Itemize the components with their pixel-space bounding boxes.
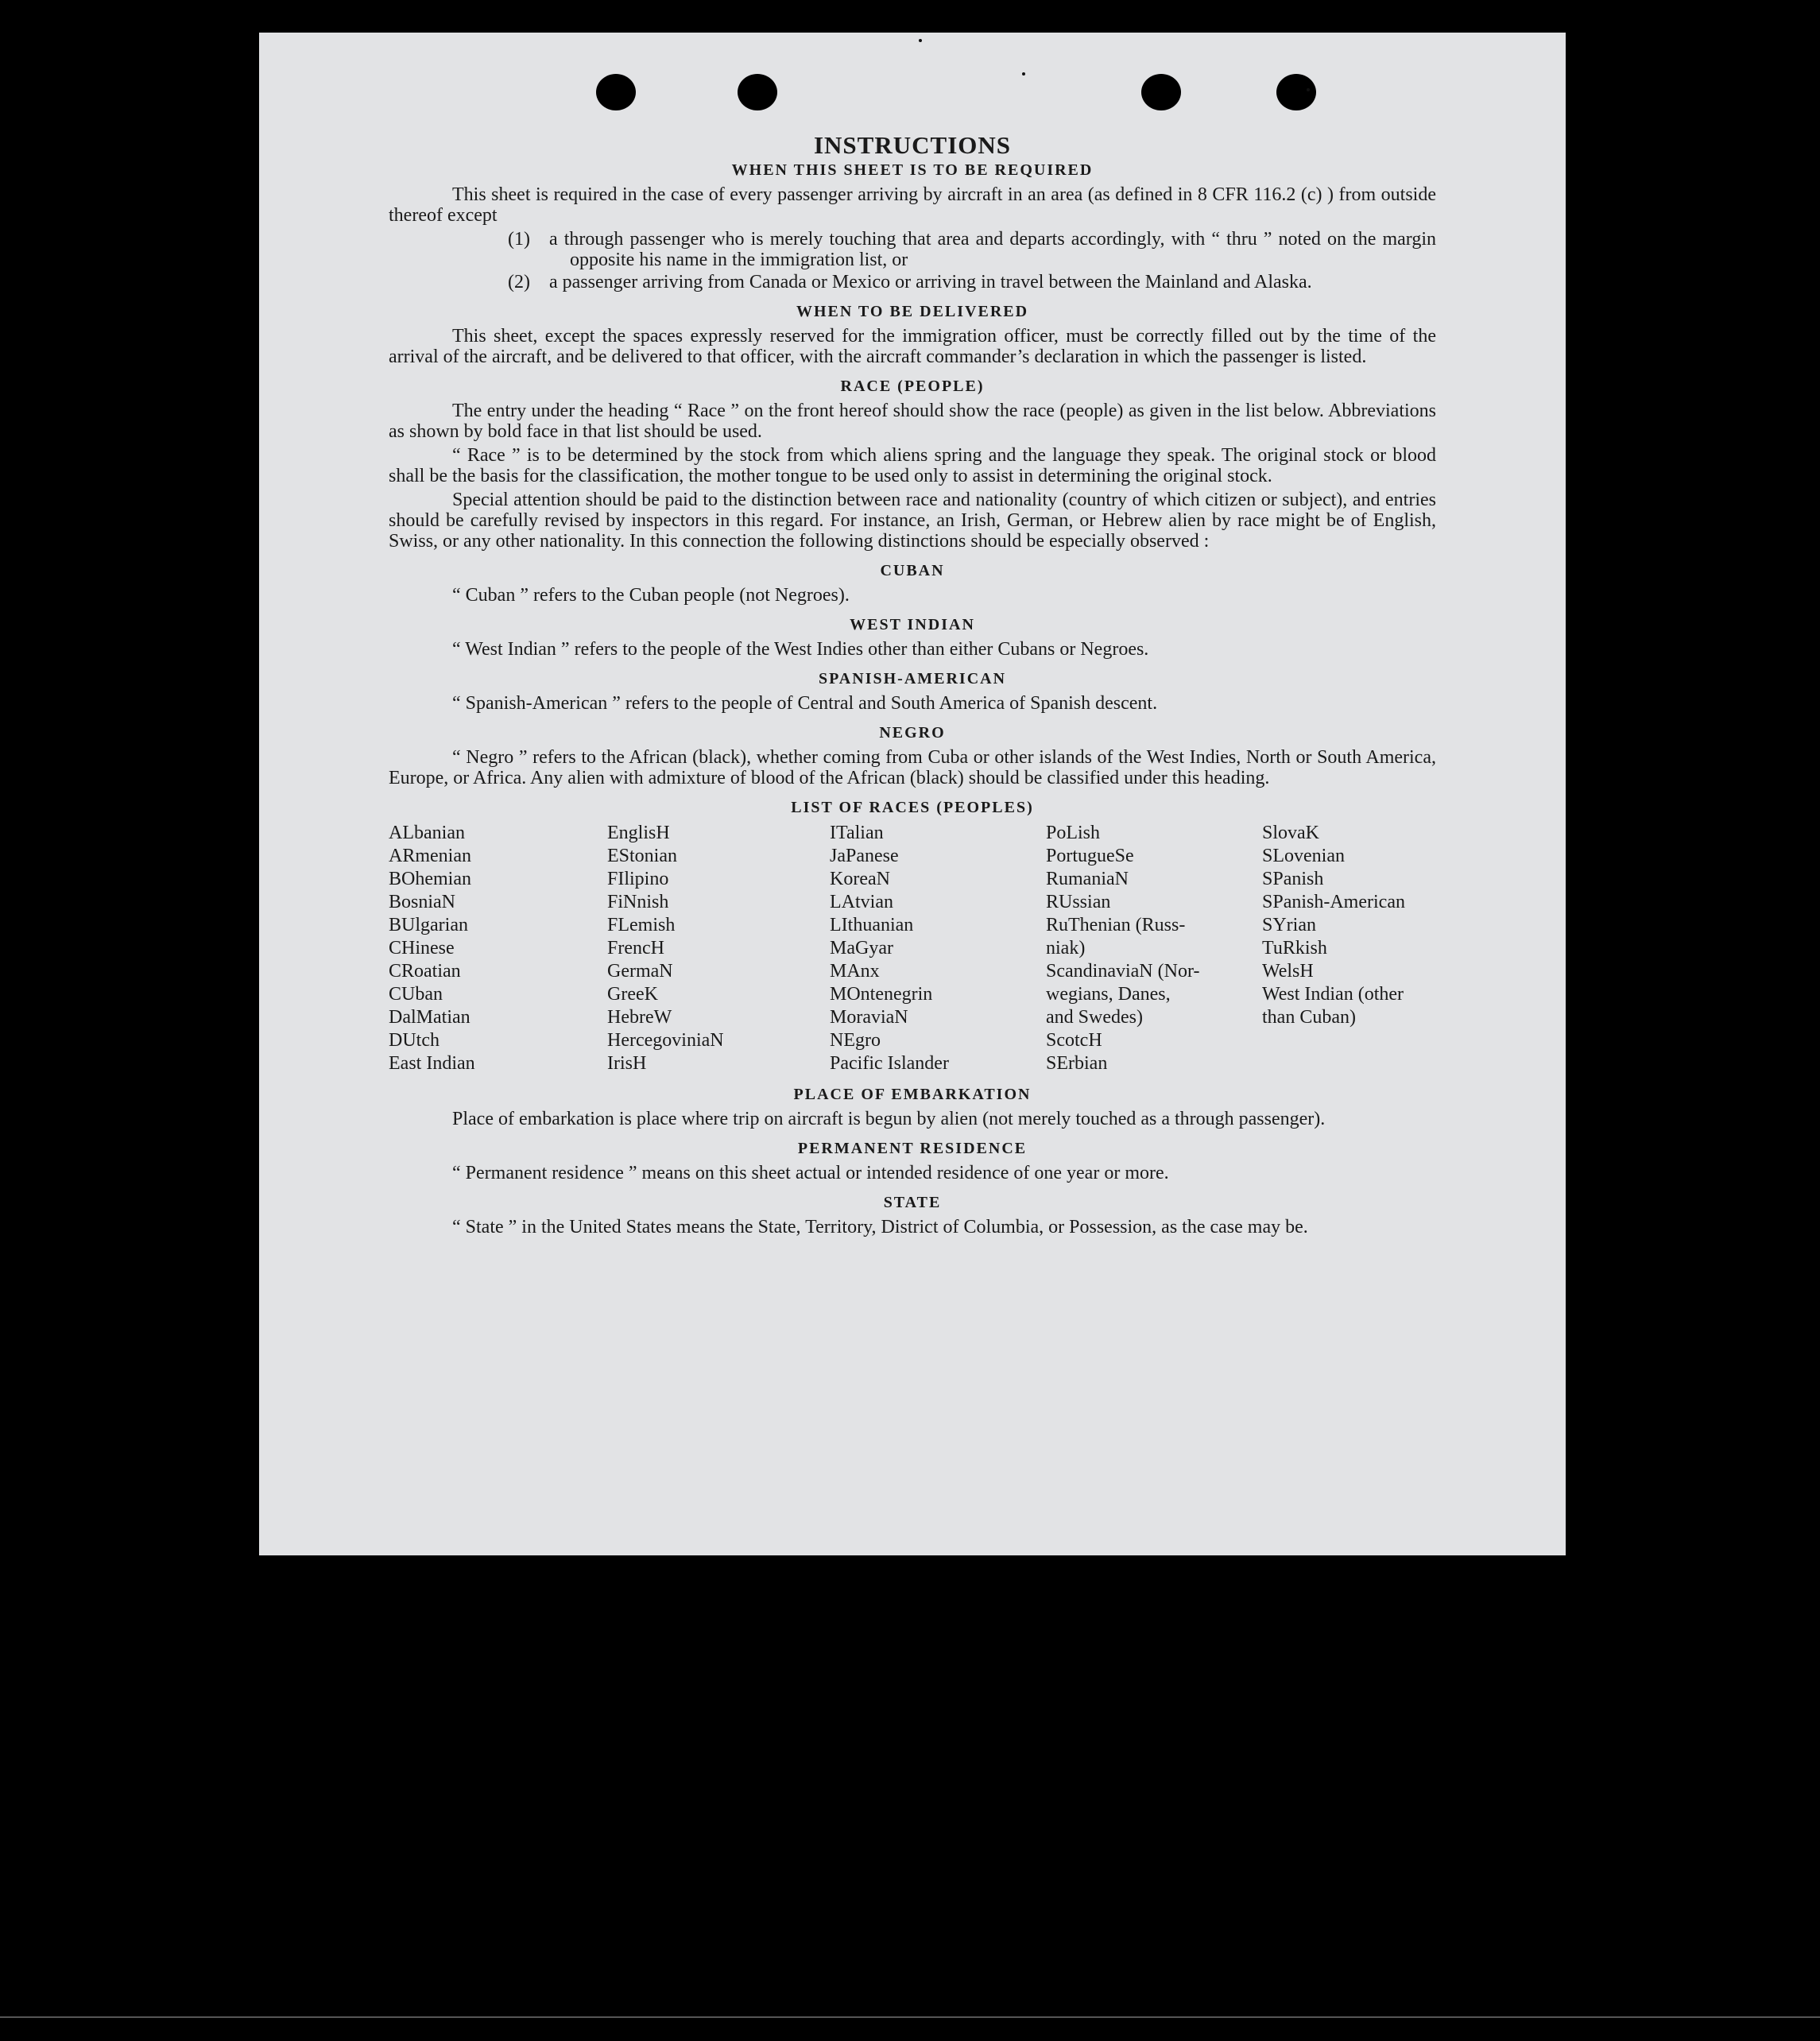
- race-paragraph-1: The entry under the heading “ Race ” on the front hereof should show the race (people) as given in the list below. Abbreviations as shown by bold face in that list should be used.: [389, 401, 1436, 442]
- race-entry: ALbanian: [389, 823, 465, 843]
- punch-hole: [1141, 74, 1181, 110]
- heading-west-indian: WEST INDIAN: [850, 616, 975, 633]
- races-column: [1046, 822, 1262, 1075]
- race-entry: EnglisH: [607, 823, 670, 843]
- race-entry: DalMatian: [389, 1007, 470, 1028]
- race-entry: SYrian: [1262, 915, 1316, 935]
- race-entry: ARmenian: [389, 846, 471, 866]
- race-entry: wegians, Danes,: [1046, 984, 1171, 1005]
- item-number: (2): [508, 272, 530, 292]
- heading-state: STATE: [883, 1194, 942, 1211]
- race-entry: IrisH: [607, 1053, 647, 1074]
- race-entry: [1262, 1052, 1436, 1075]
- race-entry: CUban: [389, 984, 443, 1005]
- page-title: INSTRUCTIONS: [813, 131, 1011, 159]
- race-entry: TuRkish: [1262, 938, 1327, 959]
- race-entry: MaGyar: [830, 938, 893, 959]
- race-entry: ITalian: [830, 823, 884, 843]
- heading-residence: PERMANENT RESIDENCE: [797, 1140, 1028, 1157]
- race-entry: and Swedes): [1046, 1007, 1143, 1028]
- required-text: This sheet is required in the case of every passenger arriving by aircraft in an area (as defined in 8 CFR 116.2 (c) ) from outside thereof except: [389, 184, 1436, 226]
- heading-race: RACE (PEOPLE): [840, 378, 985, 395]
- state-text: “ State ” in the United States means the State, Territory, District of Columbia, or Possession, as the case may be.: [452, 1217, 1308, 1237]
- race-entry: FrencH: [607, 938, 664, 959]
- race-paragraph-3: Special attention should be paid to the distinction between race and nationality (country of which citizen or subject), and entries should be carefully revised by inspectors in this regard. For instance, an Irish, German, or Hebrew alien by race might be of English, Swiss, or any other nationality. In this connection the following distinctions should be especially observed :: [389, 490, 1436, 552]
- race-entry: GermaN: [607, 961, 673, 982]
- heading-negro: NEGRO: [879, 724, 946, 742]
- race-entry: SPanish-American: [1262, 892, 1405, 912]
- race-entry: NEgro: [830, 1030, 881, 1051]
- heading-required: WHEN THIS SHEET IS TO BE REQUIRED: [731, 161, 1094, 179]
- race-entry: ScandinaviaN (Nor-: [1046, 961, 1200, 982]
- race-entry: WelsH: [1262, 961, 1314, 982]
- race-entry: LIthuanian: [830, 915, 914, 935]
- cuban-text: “ Cuban ” refers to the Cuban people (not Negroes).: [452, 585, 850, 606]
- race-entry: PoLish: [1046, 823, 1101, 843]
- heading-delivered: WHEN TO BE DELIVERED: [796, 303, 1029, 320]
- race-entry: East Indian: [389, 1053, 475, 1074]
- scan-speck: [1022, 72, 1025, 76]
- race-entry: niak): [1046, 938, 1086, 959]
- race-entry: CHinese: [389, 938, 455, 959]
- races-column: [607, 822, 830, 1075]
- spanish-american-text: “ Spanish-American ” refers to the people of Central and South America of Spanish descent.: [452, 693, 1158, 714]
- race-entry: HercegoviniaN: [607, 1030, 724, 1051]
- punch-hole: [596, 74, 636, 110]
- heading-spanish-american: SPANISH-AMERICAN: [818, 670, 1007, 687]
- scan-speck: [1307, 88, 1310, 91]
- race-entry: MOntenegrin: [830, 984, 933, 1005]
- west-indian-text: “ West Indian ” refers to the people of the West Indies other than either Cubans or Negroes.: [452, 639, 1149, 660]
- race-entry: FiNnish: [607, 892, 669, 912]
- race-entry: DUtch: [389, 1030, 440, 1051]
- race-entry: BosniaN: [389, 892, 455, 912]
- race-entry: MoraviaN: [830, 1007, 908, 1028]
- race-entry: RuThenian (Russ-: [1046, 915, 1186, 935]
- scan-edge-line: [0, 2016, 1820, 2018]
- item-text: a passenger arriving from Canada or Mexico or arriving in travel between the Mainland and Alaska.: [549, 272, 1312, 292]
- punch-hole: [1276, 74, 1316, 110]
- heading-cuban: CUBAN: [880, 562, 945, 579]
- race-entry: SlovaK: [1262, 823, 1319, 843]
- race-entry: BOhemian: [389, 869, 471, 889]
- race-paragraph-2: “ Race ” is to be determined by the stock from which aliens spring and the language they speak. The original stock or blood shall be the basis for the classification, the mother tongue to be used only to assist in determining the original stock.: [389, 445, 1436, 486]
- races-column: [1262, 822, 1436, 1075]
- race-entry: [1262, 1029, 1436, 1052]
- heading-embarkation: PLACE OF EMBARKATION: [793, 1086, 1032, 1103]
- embarkation-text: Place of embarkation is place where trip on aircraft is begun by alien (not merely touched as a through passenger).: [452, 1109, 1326, 1129]
- instructions-content: [389, 132, 1436, 1241]
- races-column: [830, 822, 1046, 1075]
- heading-list-of-races: LIST OF RACES (PEOPLES): [791, 799, 1034, 816]
- race-entry: EStonian: [607, 846, 677, 866]
- race-entry: RumaniaN: [1046, 869, 1129, 889]
- race-entry: GreeK: [607, 984, 658, 1005]
- race-entry: RUssian: [1046, 892, 1111, 912]
- race-entry: JaPanese: [830, 846, 899, 866]
- race-entry: FIlipino: [607, 869, 669, 889]
- race-entry: HebreW: [607, 1007, 672, 1028]
- race-entry: PortugueSe: [1046, 846, 1134, 866]
- race-entry: MAnx: [830, 961, 880, 982]
- race-entry: West Indian (other: [1262, 984, 1404, 1005]
- race-entry: LAtvian: [830, 892, 893, 912]
- race-entry: CRoatian: [389, 961, 461, 982]
- race-entry: than Cuban): [1262, 1007, 1356, 1028]
- race-entry: SErbian: [1046, 1053, 1108, 1074]
- delivered-text: This sheet, except the spaces expressly reserved for the immigration officer, must be correctly filled out by the time of the arrival of the aircraft, and be delivered to that officer, with the aircraft commander’s declaration in which the passenger is listed.: [389, 326, 1436, 367]
- races-column: [389, 822, 607, 1075]
- item-number: (1): [508, 229, 530, 250]
- race-entry: Pacific Islander: [830, 1053, 949, 1074]
- race-entry: KoreaN: [830, 869, 890, 889]
- scan-speck: [919, 39, 922, 42]
- negro-text: “ Negro ” refers to the African (black), whether coming from Cuba or other islands of the West Indies, North or South America, Europe, or Africa. Any alien with admixture of blood of the African (black) should be classified under this heading.: [389, 747, 1436, 788]
- punch-hole: [738, 74, 777, 110]
- item-text: a through passenger who is merely touching that area and departs accordingly, with “ thru ” noted on the margin opposite his name in the immigration list, or: [549, 229, 1436, 270]
- required-item: [508, 229, 1436, 270]
- required-item: [508, 272, 1436, 292]
- document-sheet: [259, 33, 1566, 1555]
- race-entry: BUlgarian: [389, 915, 468, 935]
- race-entry: SLovenian: [1262, 846, 1345, 866]
- residence-text: “ Permanent residence ” means on this sheet actual or intended residence of one year or more.: [452, 1163, 1169, 1183]
- races-list: [389, 822, 1436, 1075]
- race-entry: ScotcH: [1046, 1030, 1102, 1051]
- race-entry: SPanish: [1262, 869, 1324, 889]
- race-entry: FLemish: [607, 915, 676, 935]
